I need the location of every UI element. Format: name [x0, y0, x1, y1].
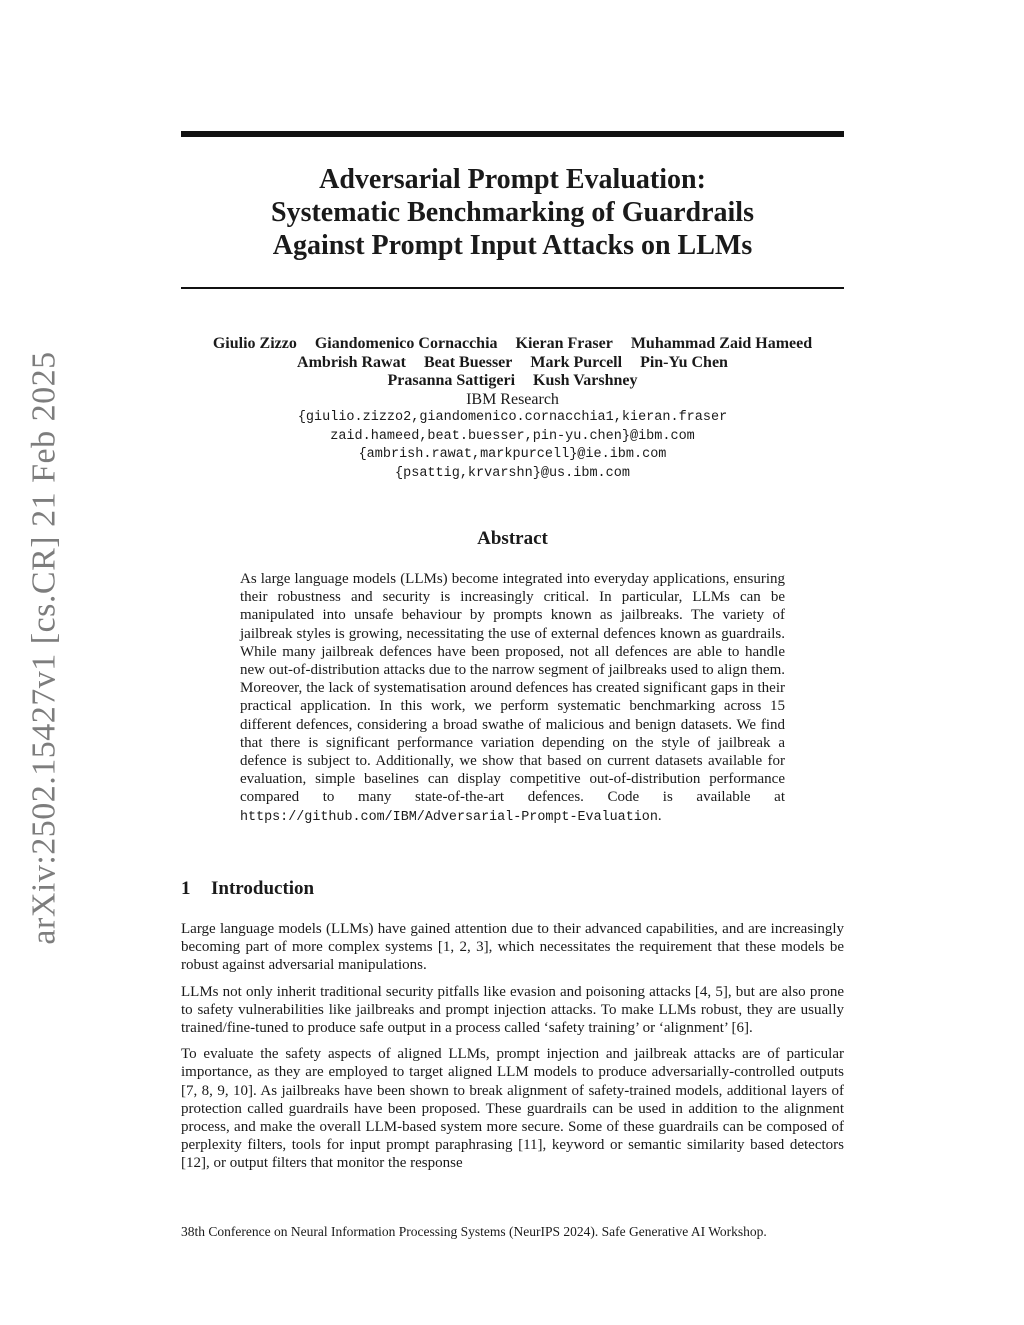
body-paragraph: To evaluate the safety aspects of aligned LLMs, prompt injection and jailbreak attacks are of particular importance, as they are employed to target aligned LLM models to produce adversarially-controlled outputs [7, 8, 9, 10]. As jailbreaks have been shown to break alignment of safety-trained models, additional layers of protection called guardrails have been proposed. These guardrails can be used in addition to the alignment process, and make the overall LLM-based system more secure. Some of these guardrails can be composed of perplexity filters, tools for input prompt paraphrasing [11], keyword or semantic similarity based detectors [12], or output filters that monitor the response: [181, 1046, 844, 1172]
section-heading: [181, 878, 314, 900]
title-bottom-rule: [181, 287, 844, 289]
abstract-end-punct: .: [657, 807, 662, 824]
author-name: Mark Purcell: [530, 353, 623, 371]
abstract-text: [240, 570, 785, 827]
author-name: Pin-Yu Chen: [640, 353, 728, 371]
author-name: Kush Varshney: [533, 372, 638, 389]
author-name: Giandomenico Cornacchia: [314, 335, 498, 352]
conference-footnote: 38th Conference on Neural Information Processing Systems (NeurIPS 2024). Safe Generative AI Workshop.: [181, 1224, 767, 1239]
title-line: Against Prompt Input Attacks on LLMs: [272, 230, 753, 261]
body-paragraph: Large language models (LLMs) have gained attention due to their advanced capabilities, and are increasingly becoming part of more complex systems [1, 2, 3], which necessitates the requirement that these models be robust against adversarial manipulations.: [181, 921, 844, 974]
title-line: Adversarial Prompt Evaluation:: [319, 164, 706, 195]
affiliation: IBM Research: [466, 390, 559, 408]
author-line: [181, 354, 844, 373]
introduction-body: [181, 920, 844, 1181]
author-name: Muhammad Zaid Hameed: [630, 335, 813, 352]
body-paragraph: LLMs not only inherit traditional security pitfalls like evasion and poisoning attacks [4, 5], but are also prone to safety vulnerabilities like jailbreaks and prompt injection attacks. To make LLMs robust, they are usually trained/fine-tuned to produce safe output in a process called ‘safety training’ or ‘alignment’ [6].: [181, 983, 844, 1037]
author-email: {giulio.zizzo2,giandomenico.cornacchia1,kieran.fraser: [297, 410, 728, 425]
author-email: {psattig,krvarshn}@us.ibm.com: [395, 465, 630, 481]
author-email: zaid.hameed,beat.buesser,pin-yu.chen}@ibm.com: [330, 428, 695, 444]
author-name: Prasanna Sattigeri: [387, 372, 516, 389]
arxiv-identifier-text: arXiv:2502.15427v1 [cs.CR] 21 Feb 2025: [26, 350, 63, 945]
author-line: [181, 372, 844, 391]
abstract-body: As large language models (LLMs) become integrated into everyday applications, ensuring their robustness and security is increasingly critical. In particular, LLMs can be manipulated into unsafe behaviour by prompts known as jailbreaks. The variety of jailbreak styles is growing, necessitating the use of external defences known as guardrails. While many jailbreak defences have been proposed, not all defences are able to handle new out-of-distribution attacks due to the narrow segment of jailbreaks used to align them. Moreover, the lack of systematisation around defences has created significant gaps in their practical application. In this work, we perform systematic benchmarking across 15 different defences, considering a broad swathe of malicious and benign datasets. We find that there is significant performance variation depending on the style of jailbreak a defence is subject to. Additionally, we show that based on current datasets available for evaluation, simple baselines can display competitive out-of-distribution performance compared to many state-of-the-art defences. Code is available at: [240, 571, 785, 806]
section-title: Introduction: [211, 878, 315, 899]
author-block: [181, 335, 844, 483]
author-name: Kieran Fraser: [515, 335, 613, 352]
author-line: [181, 335, 844, 354]
author-name: Ambrish Rawat: [297, 353, 406, 371]
author-name: Beat Buesser: [423, 353, 513, 371]
paper-title: [181, 163, 844, 262]
code-url: https://github.com/IBM/Adversarial-Prompt-Evaluation: [240, 809, 658, 825]
section-number: 1: [181, 878, 191, 899]
arxiv-identifier: [22, 350, 68, 945]
title-line: Systematic Benchmarking of Guardrails: [271, 197, 754, 228]
abstract-heading: Abstract: [477, 528, 548, 549]
author-email: {ambrish.rawat,markpurcell}@ie.ibm.com: [358, 447, 667, 462]
author-name: Giulio Zizzo: [212, 335, 297, 352]
title-top-rule: [181, 131, 844, 137]
